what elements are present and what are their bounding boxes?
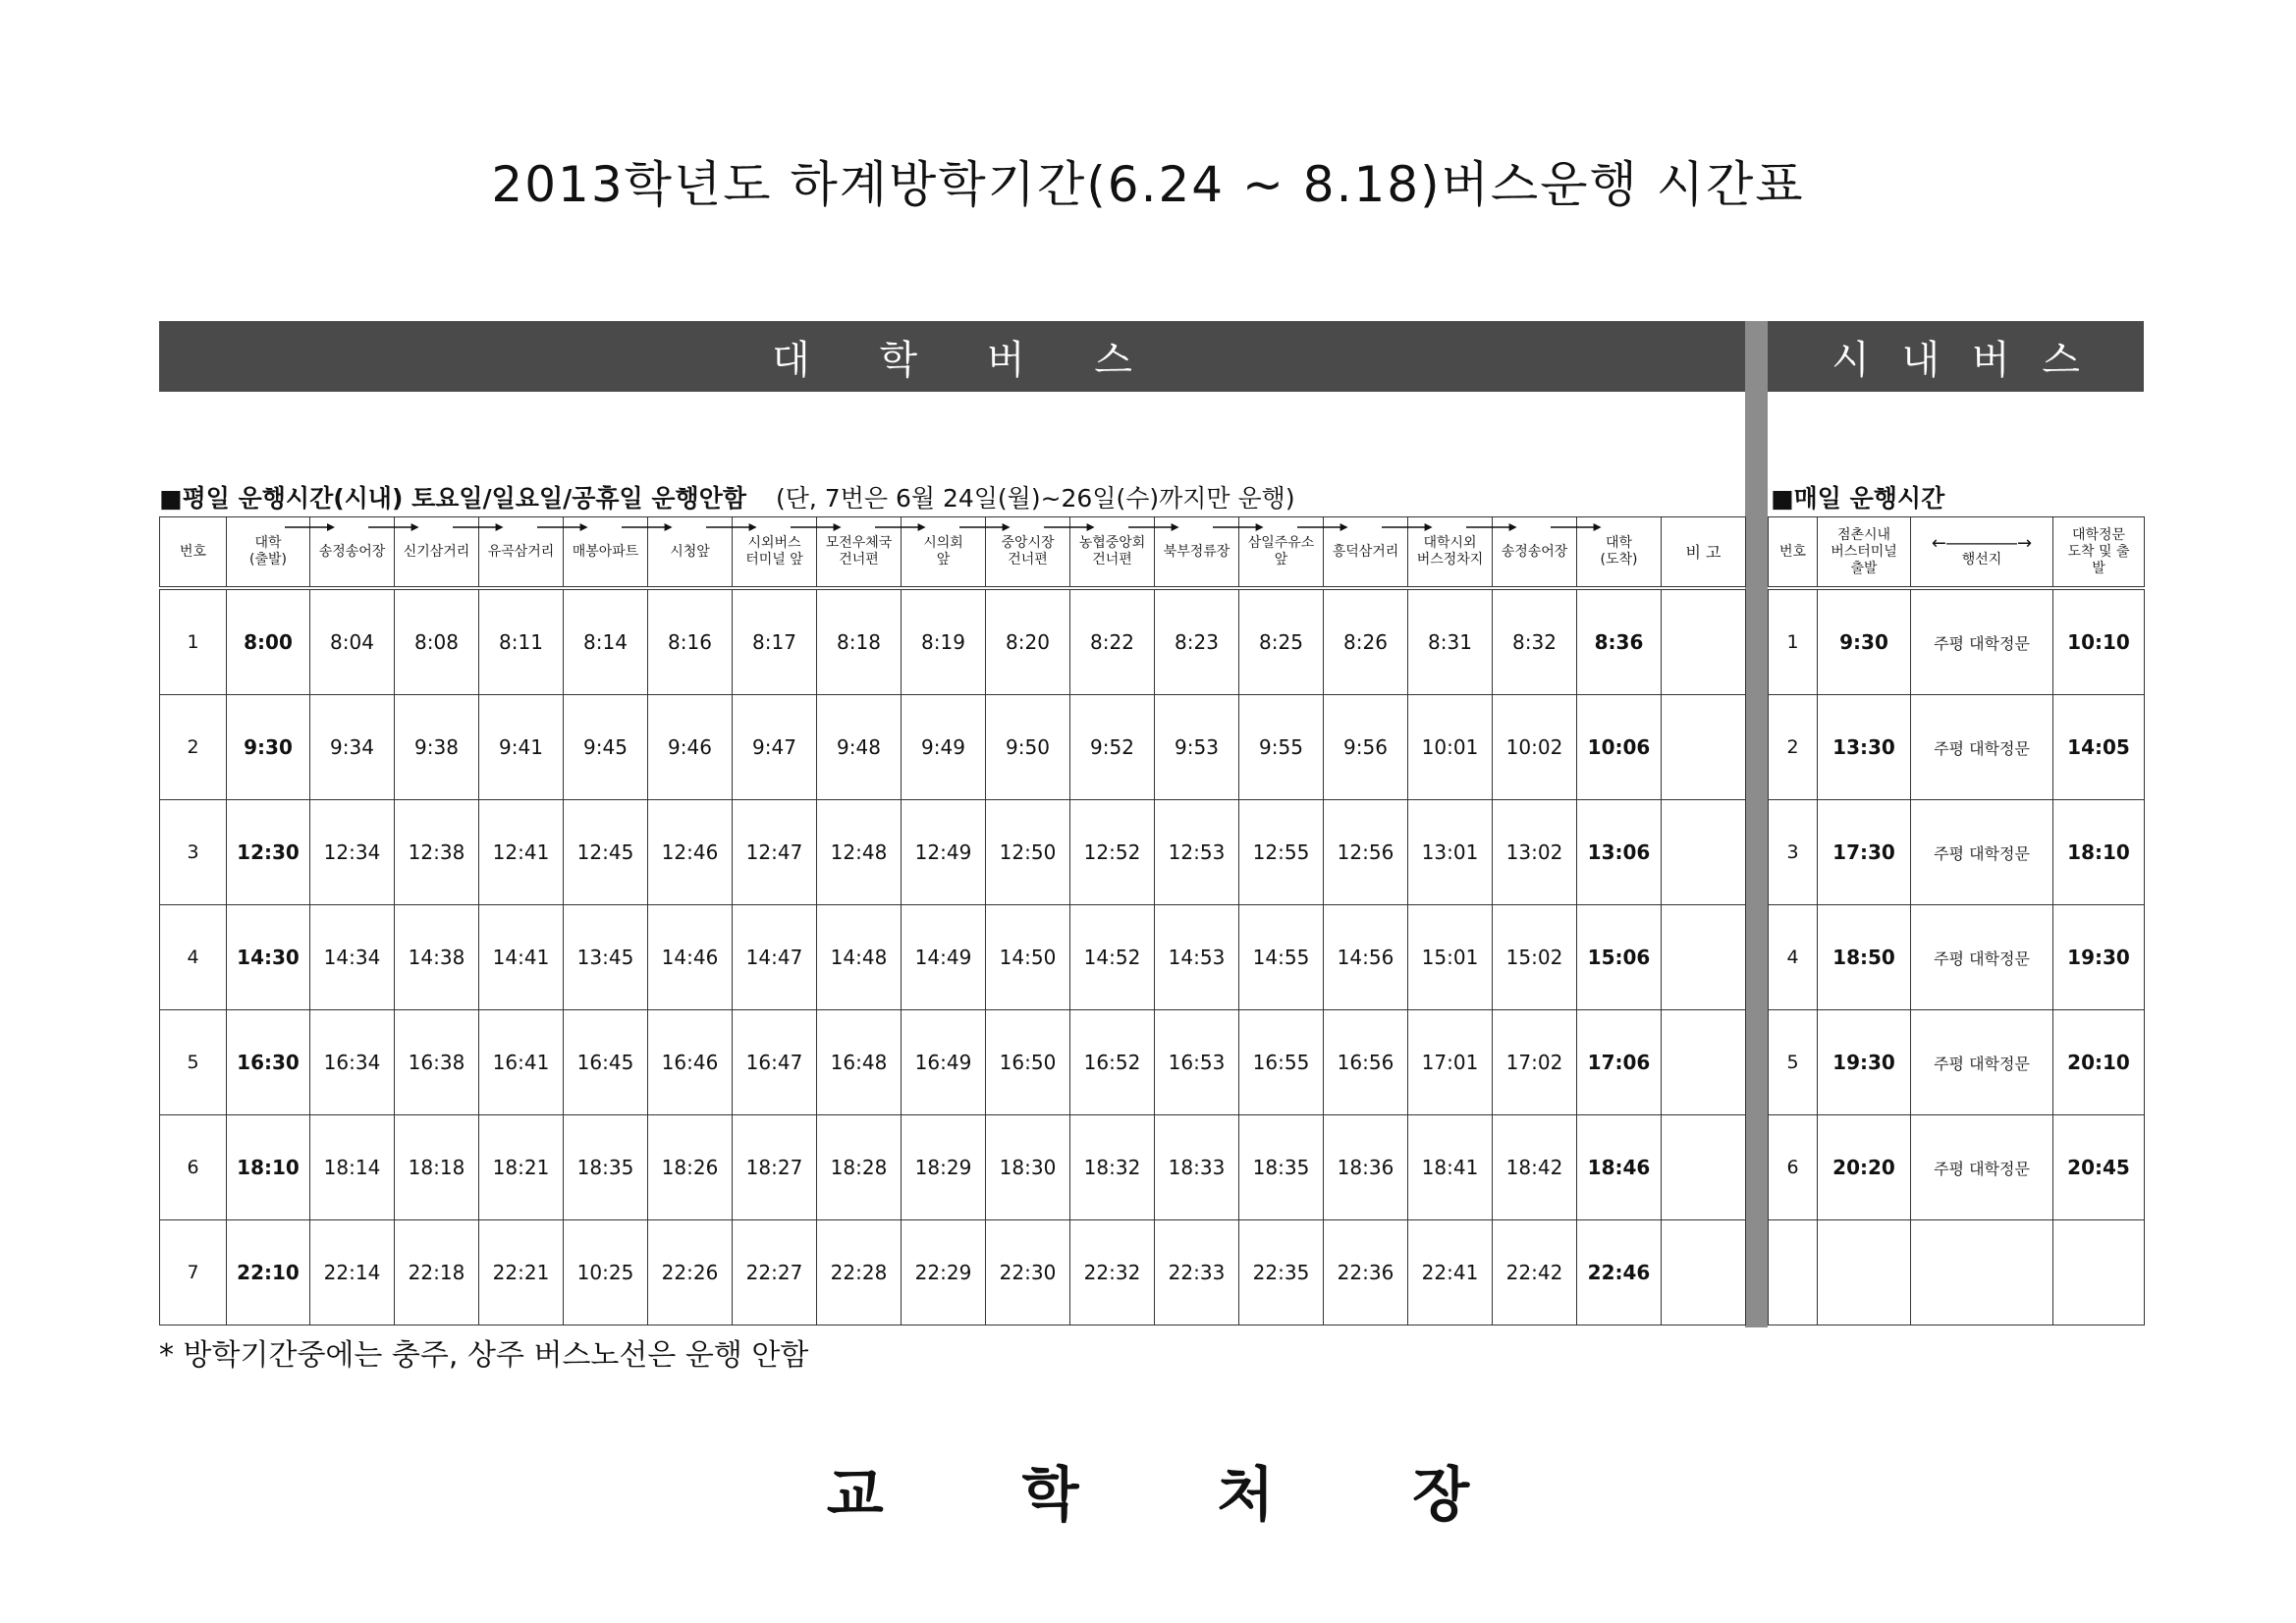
heading-note: (단, 7번은 6월 24일(월)~26일(수)까지만 운행)	[776, 484, 1295, 513]
arrive-cell	[2053, 1220, 2145, 1325]
time-cell: 17:02	[1493, 1010, 1577, 1115]
arrive-cell: 20:10	[2053, 1010, 2145, 1115]
column-header: ←――――→ 행선지	[1911, 517, 2053, 589]
right-arrow-icon	[1044, 522, 1095, 532]
time-cell: 16:49	[902, 1010, 986, 1115]
time-cell: 16:30	[227, 1010, 310, 1115]
city-table-header	[1769, 517, 2145, 589]
time-cell: 8:25	[1239, 588, 1324, 695]
depart-cell	[1818, 1220, 1911, 1325]
time-cell: 8:00	[227, 588, 310, 695]
time-cell: 16:46	[648, 1010, 733, 1115]
time-cell: 22:41	[1408, 1220, 1493, 1325]
time-cell: 16:45	[564, 1010, 648, 1115]
right-arrow-icon	[1213, 522, 1264, 532]
depart-cell: 20:20	[1818, 1115, 1911, 1220]
table-row	[160, 1010, 1746, 1115]
right-arrow-icon	[1466, 522, 1517, 532]
time-cell: 17:01	[1408, 1010, 1493, 1115]
university-bus-table	[159, 516, 1746, 1325]
arrive-cell: 19:30	[2053, 905, 2145, 1010]
time-cell: 8:23	[1155, 588, 1239, 695]
depart-cell: 9:30	[1818, 588, 1911, 695]
column-header: 중앙시장 건너편	[986, 517, 1070, 589]
route-cell: 주평 대학정문	[1911, 1115, 2053, 1220]
time-cell: 22:33	[1155, 1220, 1239, 1325]
column-header: 대학정문 도착 및 출 발	[2053, 517, 2145, 589]
row-number: 2	[160, 695, 227, 800]
time-cell: 14:50	[986, 905, 1070, 1010]
time-cell: 9:41	[479, 695, 564, 800]
time-cell: 8:26	[1324, 588, 1408, 695]
column-header: 시청앞	[648, 517, 733, 589]
time-cell: 9:49	[902, 695, 986, 800]
time-cell: 18:29	[902, 1115, 986, 1220]
time-cell: 9:34	[310, 695, 395, 800]
right-arrow-icon	[959, 522, 1011, 532]
column-header: 번호	[1769, 517, 1818, 589]
table-row	[1769, 800, 2145, 905]
time-cell: 10:06	[1577, 695, 1662, 800]
time-cell: 8:22	[1070, 588, 1155, 695]
remark-cell	[1662, 1220, 1746, 1325]
time-cell: 15:06	[1577, 905, 1662, 1010]
remark-cell	[1662, 695, 1746, 800]
time-cell: 16:53	[1155, 1010, 1239, 1115]
time-cell: 22:30	[986, 1220, 1070, 1325]
remark-cell	[1662, 800, 1746, 905]
time-cell: 18:21	[479, 1115, 564, 1220]
table-row	[1769, 1010, 2145, 1115]
time-cell: 8:16	[648, 588, 733, 695]
column-header: 북부정류장	[1155, 517, 1239, 589]
time-cell: 22:42	[1493, 1220, 1577, 1325]
remark-cell	[1662, 1115, 1746, 1220]
time-cell: 22:28	[817, 1220, 902, 1325]
time-cell: 16:50	[986, 1010, 1070, 1115]
right-arrow-icon	[791, 522, 842, 532]
time-cell: 14:46	[648, 905, 733, 1010]
row-number: 4	[160, 905, 227, 1010]
time-cell: 22:14	[310, 1220, 395, 1325]
route-cell: 주평 대학정문	[1911, 905, 2053, 1010]
time-cell: 8:31	[1408, 588, 1493, 695]
time-cell: 16:55	[1239, 1010, 1324, 1115]
time-cell: 18:35	[564, 1115, 648, 1220]
time-cell: 14:30	[227, 905, 310, 1010]
column-header: 대학 (출발)	[227, 517, 310, 589]
remark-cell	[1662, 1010, 1746, 1115]
remark-cell	[1662, 905, 1746, 1010]
time-cell: 10:25	[564, 1220, 648, 1325]
time-cell: 13:06	[1577, 800, 1662, 905]
arrive-cell: 20:45	[2053, 1115, 2145, 1220]
time-cell: 8:20	[986, 588, 1070, 695]
column-header: 대학시외 버스정차지	[1408, 517, 1493, 589]
column-header: 농협중앙회 건너편	[1070, 517, 1155, 589]
page-title: 2013학년도 하계방학기간(6.24 ~ 8.18)버스운행 시간표	[491, 156, 1805, 213]
time-cell: 8:19	[902, 588, 986, 695]
time-cell: 10:01	[1408, 695, 1493, 800]
time-cell: 13:45	[564, 905, 648, 1010]
no-cell	[1769, 1220, 1818, 1325]
column-header: 송정송어장	[1493, 517, 1577, 589]
table-row	[160, 695, 1746, 800]
table-row	[1769, 695, 2145, 800]
table-row	[160, 588, 1746, 695]
time-cell: 16:41	[479, 1010, 564, 1115]
time-cell: 22:46	[1577, 1220, 1662, 1325]
time-cell: 18:46	[1577, 1115, 1662, 1220]
time-cell: 14:52	[1070, 905, 1155, 1010]
table-row	[1769, 905, 2145, 1010]
time-cell: 22:18	[395, 1220, 479, 1325]
time-cell: 18:33	[1155, 1115, 1239, 1220]
arrive-cell: 14:05	[2053, 695, 2145, 800]
right-arrow-icon	[706, 522, 757, 532]
city-bus-banner: 시 내 버 스	[1768, 321, 2144, 392]
time-cell: 16:52	[1070, 1010, 1155, 1115]
time-cell: 18:27	[733, 1115, 817, 1220]
column-header: 흥덕삼거리	[1324, 517, 1408, 589]
time-cell: 22:26	[648, 1220, 733, 1325]
column-header: 시의회 앞	[902, 517, 986, 589]
time-cell: 12:30	[227, 800, 310, 905]
time-cell: 12:34	[310, 800, 395, 905]
table-row	[160, 1220, 1746, 1325]
time-cell: 16:38	[395, 1010, 479, 1115]
right-arrow-icon	[1128, 522, 1179, 532]
time-cell: 12:45	[564, 800, 648, 905]
no-cell: 3	[1769, 800, 1818, 905]
time-cell: 12:55	[1239, 800, 1324, 905]
time-cell: 9:53	[1155, 695, 1239, 800]
route-cell: 주평 대학정문	[1911, 1010, 2053, 1115]
row-number: 1	[160, 588, 227, 695]
time-cell: 8:04	[310, 588, 395, 695]
time-cell: 9:47	[733, 695, 817, 800]
time-cell: 22:35	[1239, 1220, 1324, 1325]
time-cell: 12:56	[1324, 800, 1408, 905]
right-arrow-icon	[1382, 522, 1433, 532]
time-cell: 12:49	[902, 800, 986, 905]
time-cell: 8:18	[817, 588, 902, 695]
no-cell: 5	[1769, 1010, 1818, 1115]
time-cell: 16:34	[310, 1010, 395, 1115]
no-cell: 4	[1769, 905, 1818, 1010]
no-cell: 2	[1769, 695, 1818, 800]
time-cell: 14:49	[902, 905, 986, 1010]
time-cell: 18:42	[1493, 1115, 1577, 1220]
time-cell: 22:21	[479, 1220, 564, 1325]
time-cell: 9:38	[395, 695, 479, 800]
table-row	[1769, 1220, 2145, 1325]
row-number: 3	[160, 800, 227, 905]
time-cell: 18:36	[1324, 1115, 1408, 1220]
time-cell: 9:48	[817, 695, 902, 800]
route-cell: 주평 대학정문	[1911, 695, 2053, 800]
depart-cell: 13:30	[1818, 695, 1911, 800]
arrive-cell: 10:10	[2053, 588, 2145, 695]
right-arrow-icon	[1551, 522, 1602, 532]
university-bus-banner: 대 학 버 스	[159, 321, 1745, 392]
time-cell: 12:46	[648, 800, 733, 905]
time-cell: 18:41	[1408, 1115, 1493, 1220]
weekday-heading: ■평일 운행시간(시내) 토요일/일요일/공휴일 운행안함	[159, 484, 746, 513]
route-cell: 주평 대학정문	[1911, 800, 2053, 905]
table-row	[1769, 588, 2145, 695]
city-bus-table	[1768, 516, 2145, 1325]
time-cell: 9:45	[564, 695, 648, 800]
right-arrow-icon	[368, 522, 419, 532]
row-number: 7	[160, 1220, 227, 1325]
footnote: * 방학기간중에는 충주, 상주 버스노선은 운행 안함	[159, 1338, 809, 1373]
column-header: 삼일주유소 앞	[1239, 517, 1324, 589]
time-cell: 9:56	[1324, 695, 1408, 800]
right-arrow-icon	[285, 522, 335, 532]
depart-cell: 18:50	[1818, 905, 1911, 1010]
time-cell: 8:32	[1493, 588, 1577, 695]
column-header: 신기삼거리	[395, 517, 479, 589]
right-arrow-icon	[1297, 522, 1348, 532]
time-cell: 12:38	[395, 800, 479, 905]
time-cell: 12:47	[733, 800, 817, 905]
time-cell: 18:14	[310, 1115, 395, 1220]
row-number: 5	[160, 1010, 227, 1115]
time-cell: 8:36	[1577, 588, 1662, 695]
city-schedule-heading: ■매일 운행시간	[1771, 484, 1945, 513]
column-header: 송정송어장	[310, 517, 395, 589]
right-arrow-icon	[622, 522, 673, 532]
time-cell: 22:36	[1324, 1220, 1408, 1325]
time-cell: 18:32	[1070, 1115, 1155, 1220]
column-header: 매봉아파트	[564, 517, 648, 589]
time-cell: 9:52	[1070, 695, 1155, 800]
double-arrow-icon: ←――――→	[1931, 533, 2033, 554]
no-cell: 1	[1769, 588, 1818, 695]
depart-cell: 17:30	[1818, 800, 1911, 905]
time-cell: 14:48	[817, 905, 902, 1010]
time-cell: 18:26	[648, 1115, 733, 1220]
arrive-cell: 18:10	[2053, 800, 2145, 905]
time-cell: 22:10	[227, 1220, 310, 1325]
time-cell: 16:48	[817, 1010, 902, 1115]
table-row	[160, 1115, 1746, 1220]
time-cell: 22:29	[902, 1220, 986, 1325]
right-arrow-icon	[453, 522, 504, 532]
time-cell: 9:46	[648, 695, 733, 800]
time-cell: 8:08	[395, 588, 479, 695]
column-header: 유곡삼거리	[479, 517, 564, 589]
time-cell: 9:55	[1239, 695, 1324, 800]
column-header: 번호	[160, 517, 227, 589]
time-cell: 9:50	[986, 695, 1070, 800]
route-cell	[1911, 1220, 2053, 1325]
remark-cell	[1662, 588, 1746, 695]
time-cell: 9:30	[227, 695, 310, 800]
office-signature: 교 학 처 장	[826, 1461, 1470, 1530]
time-cell: 22:32	[1070, 1220, 1155, 1325]
time-cell: 12:50	[986, 800, 1070, 905]
table-row	[160, 905, 1746, 1010]
column-header: 비 고	[1662, 517, 1746, 589]
depart-cell: 19:30	[1818, 1010, 1911, 1115]
column-header: 모전우체국 건너편	[817, 517, 902, 589]
time-cell: 15:01	[1408, 905, 1493, 1010]
time-cell: 14:38	[395, 905, 479, 1010]
time-cell: 14:47	[733, 905, 817, 1010]
time-cell: 16:56	[1324, 1010, 1408, 1115]
time-cell: 16:47	[733, 1010, 817, 1115]
time-cell: 14:55	[1239, 905, 1324, 1010]
column-header: 시외버스 터미널 앞	[733, 517, 817, 589]
time-cell: 14:41	[479, 905, 564, 1010]
column-header: 점촌시내 버스터미널 출발	[1818, 517, 1911, 589]
time-cell: 14:56	[1324, 905, 1408, 1010]
time-cell: 13:01	[1408, 800, 1493, 905]
university-schedule-heading	[159, 479, 1295, 514]
time-cell: 22:27	[733, 1220, 817, 1325]
time-cell: 15:02	[1493, 905, 1577, 1010]
no-cell: 6	[1769, 1115, 1818, 1220]
right-arrow-icon	[875, 522, 926, 532]
time-cell: 12:41	[479, 800, 564, 905]
row-number: 6	[160, 1115, 227, 1220]
time-cell: 10:02	[1493, 695, 1577, 800]
route-cell: 주평 대학정문	[1911, 588, 2053, 695]
time-cell: 14:53	[1155, 905, 1239, 1010]
time-cell: 13:02	[1493, 800, 1577, 905]
time-cell: 18:18	[395, 1115, 479, 1220]
section-divider	[1745, 321, 1768, 1327]
time-cell: 12:53	[1155, 800, 1239, 905]
time-cell: 17:06	[1577, 1010, 1662, 1115]
right-arrow-icon	[537, 522, 588, 532]
table-row	[160, 800, 1746, 905]
time-cell: 18:35	[1239, 1115, 1324, 1220]
time-cell: 18:10	[227, 1115, 310, 1220]
time-cell: 8:11	[479, 588, 564, 695]
table-row	[1769, 1115, 2145, 1220]
time-cell: 8:17	[733, 588, 817, 695]
time-cell: 14:34	[310, 905, 395, 1010]
time-cell: 12:48	[817, 800, 902, 905]
column-header: 대학 (도착)	[1577, 517, 1662, 589]
time-cell: 12:52	[1070, 800, 1155, 905]
time-cell: 18:30	[986, 1115, 1070, 1220]
time-cell: 18:28	[817, 1115, 902, 1220]
time-cell: 8:14	[564, 588, 648, 695]
